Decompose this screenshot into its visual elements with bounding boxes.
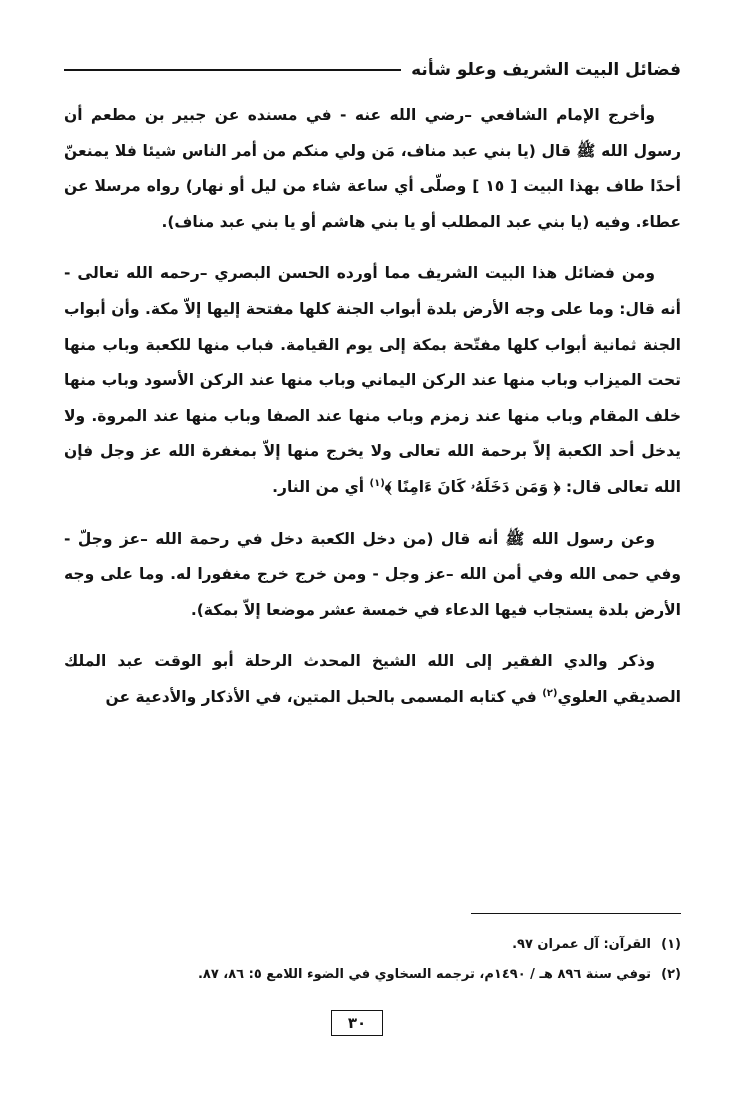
footnote-separator [471, 913, 681, 914]
footnote-2 [64, 960, 681, 990]
paragraph-1: وأخرج الإمام الشافعي –رضي الله عنه - في مسنده عن جبير بن مطعم أن رسول الله ﷺ قال (يا بني عبد مناف، مَن ولي منكم من أمر الناس شيئا فلا يمنعنّ أحدًا طاف بهذا البيت [ ١٥ ] وصلّى أي ساعة شاء من ليل أو نهار) رواه مرسلا عن عطاء. وفيه (يا بني عبد المطلب أو يا بني هاشم أو يا بني عبد مناف). [64, 106, 681, 231]
paragraph-4 [64, 644, 681, 715]
footnote-number: (١) [661, 937, 681, 952]
main-text [64, 98, 681, 716]
running-header [64, 52, 681, 88]
header-rule [64, 69, 401, 71]
footnote-text: توفي سنة ٨٩٦ هـ / ١٤٩٠م، ترجمه السخاوي في الضوء اللامع ٥: ٨٦، ٨٧. [197, 967, 651, 982]
page-number: ٣٠ [347, 1014, 367, 1032]
paragraph-4-tail: في كتابه المسمى بالحبل المتين، في الأذكار والأدعية عن [105, 687, 543, 706]
running-header-title: فضائل البيت الشريف وعلو شأنه [411, 60, 681, 80]
paragraph-3: وعن رسول الله ﷺ أنه قال (من دخل الكعبة دخل في رحمة الله –عز وجلّ - وفي حمى الله وفي أمن الله –عز وجل - ومن خرج خرج مغفورا له. وما على وجه الأرض بلدة يستجاب فيها الدعاء في خمسة عشر موضعا إلاّ بمكة). [64, 529, 681, 619]
paragraph-2 [64, 256, 681, 505]
page-number-box [331, 1010, 383, 1036]
footnote-ref-2: (٢) [542, 687, 558, 699]
paragraph-4-text: وذكر والدي الفقير إلى الله الشيخ المحدث الرحلة أبو الوقت عبد الملك الصديقي العلوي [64, 652, 681, 706]
footnote-text: القرآن: آل عمران ٩٧. [512, 937, 651, 952]
paragraph-2-tail: أي من النار. [272, 477, 370, 496]
paragraph-2-text: ومن فضائل هذا البيت الشريف مما أورده الحسن البصري –رحمه الله تعالى - أنه قال: وما على وجه الأرض بلدة أبواب الجنة كلها مفتحة إليها إلاّ مكة. وأن أبواب الجنة ثمانية أبواب كلها مفتّحة بمكة إلى يوم القيامة. فباب منها للكعبة وباب منها تحت الميزاب وباب منها عند الركن اليماني وباب منها عند الركن الأسود وباب منها خلف المقام وباب منها عند زمزم وباب منها عند الصفا وباب منها عند المروة. ولا يدخل أحد الكعبة إلاّ برحمة الله تعالى ولا يخرج منها إلاّ بمغفرة الله عز وجل فإن الله تعالى قال: ﴿ وَمَن دَخَلَهُۥ كَانَ ءَامِنًا ﴾ [64, 264, 681, 496]
footnote-1 [64, 930, 681, 960]
footnotes [64, 930, 681, 990]
footnote-number: (٢) [661, 967, 681, 982]
footnote-ref-1: (١) [369, 477, 385, 489]
